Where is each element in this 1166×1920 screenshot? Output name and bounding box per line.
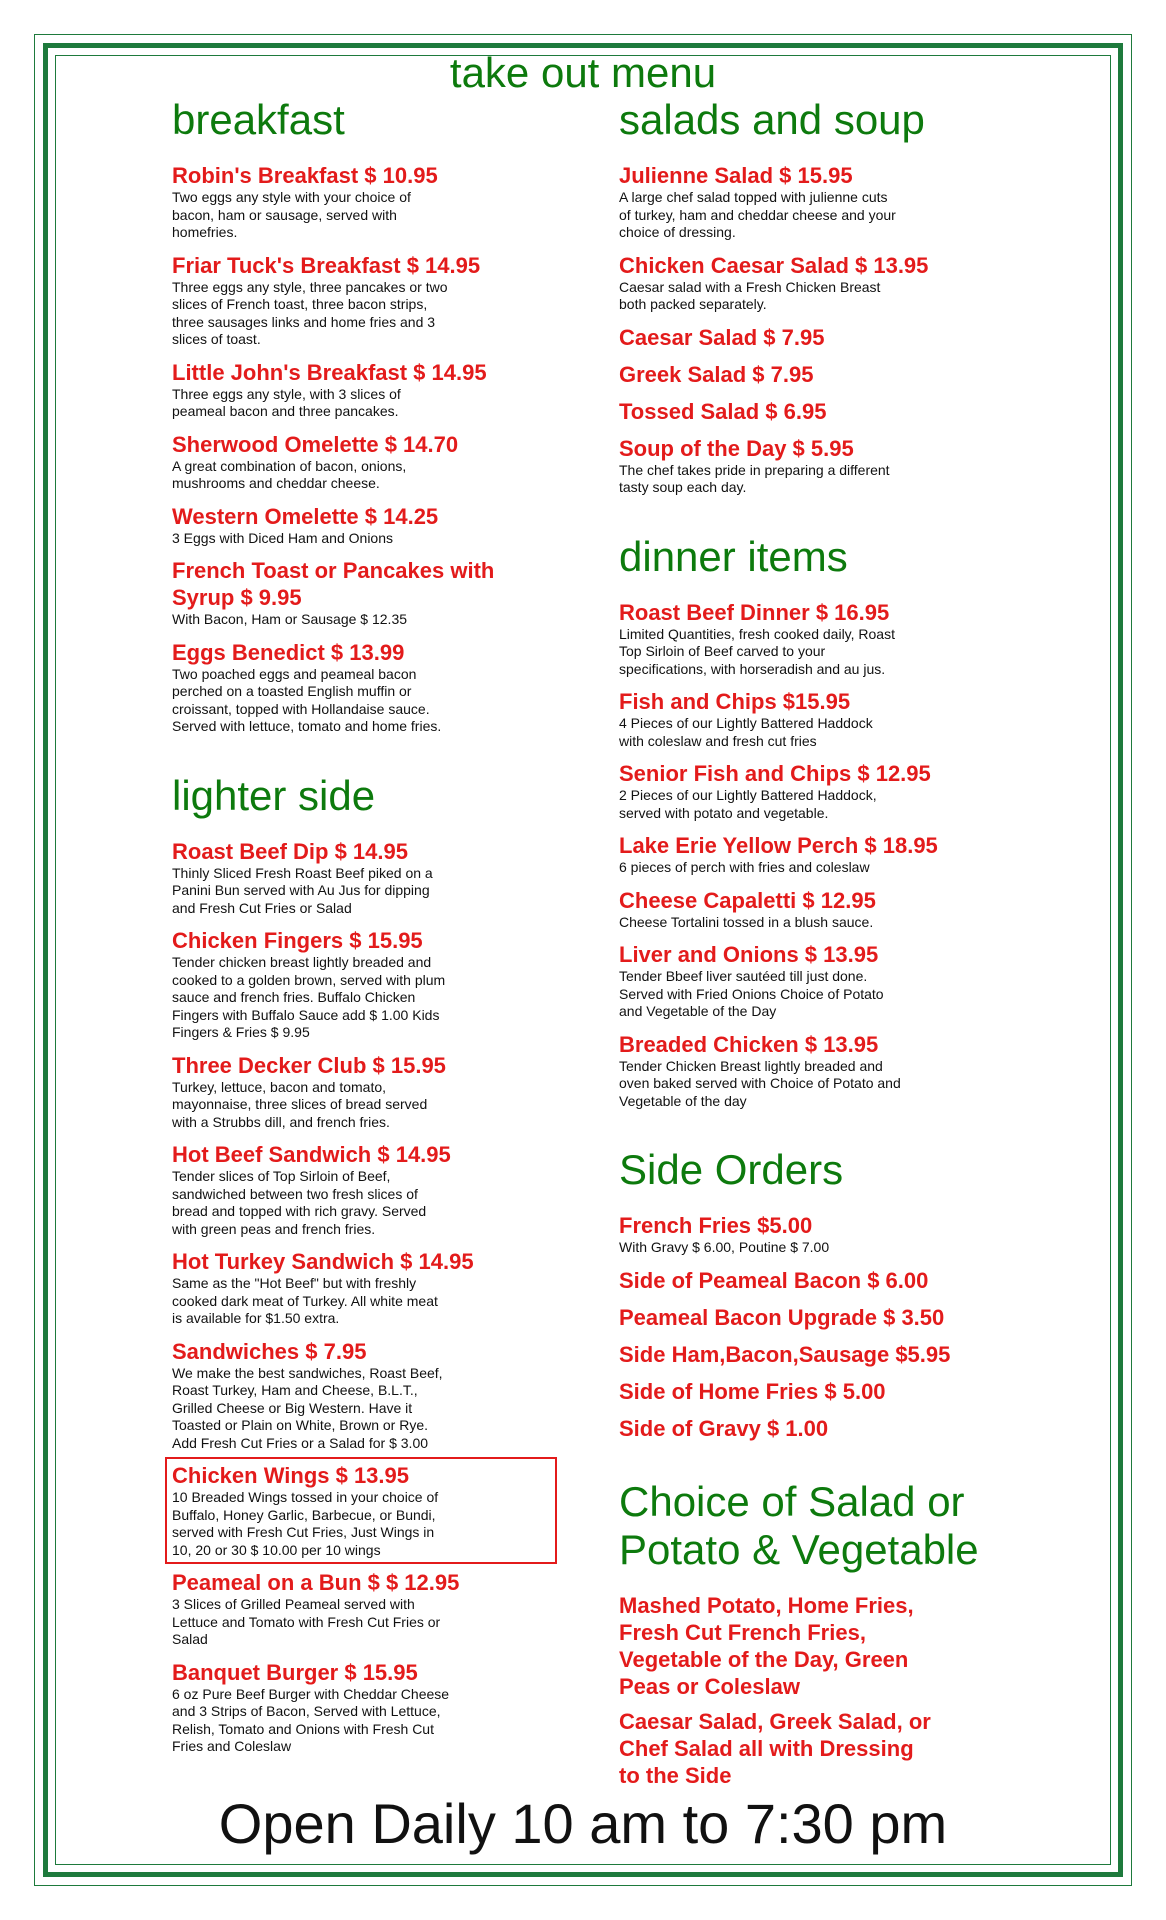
menu-item xyxy=(170,1462,552,1559)
menu-item xyxy=(172,1248,562,1328)
menu-item-name: Chicken Wings $ 13.95 xyxy=(172,1463,410,1488)
menu-item-description: 3 Slices of Grilled Peameal served with Lettuce and Tomato with Fresh Cut Fries or Salad xyxy=(172,1596,441,1647)
menu-item xyxy=(619,832,1019,877)
menu-item-description: Three eggs any style, three pancakes or two slices of French toast, three bacon strips, three sausages links and home fries and 3 slices of toast. xyxy=(172,278,448,347)
menu-item-name: Chicken Fingers $ 15.95 xyxy=(172,928,423,953)
menu-item-name: Cheese Capaletti $ 12.95 xyxy=(619,887,876,913)
menu-item-description: With Bacon, Ham or Sausage $ 12.35 xyxy=(172,611,408,627)
menu-item-name: Side of Peameal Bacon $ 6.00 xyxy=(619,1267,929,1293)
menu-item-description: Two eggs any style with your choice of bacon, ham or sausage, served with homefries. xyxy=(172,189,411,240)
menu-item-name: Roast Beef Dip $ 14.95 xyxy=(172,838,408,864)
menu-item-name: Western Omelette $ 14.25 xyxy=(172,503,439,529)
menu-item-description: 3 Eggs with Diced Ham and Onions xyxy=(172,529,393,546)
menu-item-description: Limited Quantities, fresh cooked daily, Roast Top Sirloin of Beef carved to your specifications, with horseradish and au jus. xyxy=(619,625,895,677)
menu-item-description: Caesar salad with a Fresh Chicken Breast both packed separately. xyxy=(619,278,881,312)
section-title-side-orders: Side Orders xyxy=(619,1146,844,1193)
menu-item xyxy=(619,435,1019,497)
menu-item-description: 4 Pieces of our Lightly Battered Haddock with coleslaw and fresh cut fries xyxy=(619,715,873,749)
menu-item-description: Same as the "Hot Beef" but with freshly cooked dark meat of Turkey. All white meat is available for $1.50 extra. xyxy=(172,1275,438,1326)
menu-item-name: Lake Erie Yellow Perch $ 18.95 xyxy=(619,833,938,858)
menu-item-name: Liver and Onions $ 13.95 xyxy=(619,942,879,967)
menu-item-name: Greek Salad $ 7.95 xyxy=(619,361,814,387)
menu-item-name: Robin's Breakfast $ 10.95 xyxy=(172,163,438,188)
menu-item-description: With Gravy $ 6.00, Poutine $ 7.00 xyxy=(619,1239,830,1255)
menu-item-name: Three Decker Club $ 15.95 xyxy=(172,1052,446,1078)
section-title-choice: Choice of Salad or Potato & Vegetable xyxy=(619,1477,979,1573)
menu-item xyxy=(619,1341,1019,1368)
menu-item xyxy=(172,927,562,1042)
menu-item xyxy=(172,1141,562,1238)
section-title-breakfast: breakfast xyxy=(172,96,345,143)
section-title-salads-soup: salads and soup xyxy=(619,96,925,143)
menu-item xyxy=(619,760,1019,822)
menu-item-name: Hot Turkey Sandwich $ 14.95 xyxy=(172,1249,474,1274)
right-column xyxy=(619,96,1019,1797)
menu-item xyxy=(619,1378,1019,1405)
menu-item-name: Side of Home Fries $ 5.00 xyxy=(619,1378,886,1404)
menu-item xyxy=(172,1569,562,1649)
left-column xyxy=(172,96,562,1766)
menu-item-description: The chef takes pride in preparing a different tasty soup each day. xyxy=(619,461,890,495)
menu-item-description: 6 oz Pure Beef Burger with Cheddar Cheese and 3 Strips of Bacon, Served with Lettuce, Relish, Tomato and Onions with Fresh Cut Fries and Coleslaw xyxy=(172,1685,450,1754)
menu-item xyxy=(172,1338,562,1453)
menu-item-description: Cheese Tortalini tossed in a blush sauce. xyxy=(619,913,874,930)
menu-item xyxy=(619,599,1019,679)
menu-item-description: Tender slices of Top Sirloin of Beef, sandwiched between two fresh slices of bread and topped with rich gravy. Served with green peas and french fries. xyxy=(172,1168,427,1237)
menu-item-name: Roast Beef Dinner $ 16.95 xyxy=(619,599,890,625)
menu-item xyxy=(172,162,562,242)
menu-item-description: Three eggs any style, with 3 slices of peameal bacon and three pancakes. xyxy=(172,385,401,419)
menu-item-description: Tender Chicken Breast lightly breaded and oven baked served with Choice of Potato and Vegetable of the day xyxy=(619,1057,901,1109)
menu-item xyxy=(172,1052,562,1132)
menu-item xyxy=(619,162,1019,242)
side-orders-list xyxy=(619,1212,1019,1442)
menu-item xyxy=(619,398,1019,425)
menu-item-name: Julienne Salad $ 15.95 xyxy=(619,163,853,188)
menu-item-description: Turkey, lettuce, bacon and tomato, mayonnaise, three slices of bread served with a Strubbs dill, and french fries. xyxy=(172,1078,428,1130)
menu-item xyxy=(619,1415,1019,1442)
dinner-list xyxy=(619,599,1019,1111)
menu-item-name: Breaded Chicken $ 13.95 xyxy=(619,1031,879,1057)
choice-potato-options: Mashed Potato, Home Fries, Fresh Cut French Fries, Vegetable of the Day, Green Peas or Coleslaw xyxy=(619,1592,914,1699)
menu-item xyxy=(619,688,1019,750)
menu-item-name: French Fries $5.00 xyxy=(619,1213,813,1238)
menu-item-description: 10 Breaded Wings tossed in your choice of Buffalo, Honey Garlic, Barbecue, or Bundi, served with Fresh Cut Fries, Just Wings in 10, 20 or 30 $ 10.00 per 10 wings xyxy=(172,1489,439,1558)
menu-item-name: Peameal Bacon Upgrade $ 3.50 xyxy=(619,1304,945,1330)
menu-item xyxy=(619,252,1019,314)
menu-item-name: Friar Tuck's Breakfast $ 14.95 xyxy=(172,252,481,278)
menu-item-description: Two poached eggs and peameal bacon perched on a toasted English muffin or croissant, topped with Hollandaise sauce. Served with lettuce, tomato and home fries. xyxy=(172,665,442,734)
menu-item-name: Sandwiches $ 7.95 xyxy=(172,1338,367,1364)
section-title-dinner: dinner items xyxy=(619,532,848,580)
menu-item-name: Fish and Chips $15.95 xyxy=(619,689,851,714)
menu-item xyxy=(619,887,1019,932)
menu-item xyxy=(172,503,562,548)
menu-item xyxy=(619,1304,1019,1331)
section-title-lighter-side: lighter side xyxy=(172,771,376,819)
menu-item xyxy=(619,361,1019,388)
menu-item-name: Peameal on a Bun $ $ 12.95 xyxy=(172,1570,460,1595)
menu-item-name: Side of Gravy $ 1.00 xyxy=(619,1415,829,1441)
menu-item-name: Little John's Breakfast $ 14.95 xyxy=(172,359,487,385)
breakfast-list xyxy=(172,162,562,736)
menu-item xyxy=(619,1267,1019,1294)
menu-item xyxy=(172,431,562,493)
menu-item-name: Eggs Benedict $ 13.99 xyxy=(172,639,405,665)
menu-item-description: We make the best sandwiches, Roast Beef, Roast Turkey, Ham and Cheese, B.L.T., Grilled Cheese or Big Western. Have it Toasted or Plain on White, Brown or Rye. Add Fresh Cut Fries or a Salad for $ 3.00 xyxy=(172,1364,443,1451)
menu-item xyxy=(172,557,562,629)
choice-salad-options: Caesar Salad, Greek Salad, or Chef Salad all with Dressing to the Side xyxy=(619,1708,931,1788)
menu-item xyxy=(172,252,562,349)
menu-item-description: Tender Bbeef liver sautéed till just done. Served with Fried Onions Choice of Potato and Vegetable of the Day xyxy=(619,968,884,1019)
menu-item xyxy=(172,838,562,918)
menu-item xyxy=(172,639,562,736)
menu-item-name: Hot Beef Sandwich $ 14.95 xyxy=(172,1142,451,1167)
opening-hours: Open Daily 10 am to 7:30 pm xyxy=(218,1792,948,1855)
menu-item-name: Side Ham,Bacon,Sausage $5.95 xyxy=(619,1341,951,1367)
menu-item xyxy=(172,359,562,421)
menu-item-name: Senior Fish and Chips $ 12.95 xyxy=(619,761,931,786)
menu-item-name: Chicken Caesar Salad $ 13.95 xyxy=(619,252,929,278)
menu-item xyxy=(619,1212,1019,1257)
menu-item-description: A large chef salad topped with julienne cuts of turkey, ham and cheddar cheese and your choice of dressing. xyxy=(619,189,896,240)
menu-item xyxy=(172,1659,562,1756)
menu-item xyxy=(619,941,1019,1021)
menu-item-description: Thinly Sliced Fresh Roast Beef piked on a Panini Bun served with Au Jus for dipping and Fresh Cut Fries or Salad xyxy=(172,864,433,916)
menu-title: take out menu xyxy=(449,49,717,96)
menu-item xyxy=(619,324,1019,351)
menu-item-description: 2 Pieces of our Lightly Battered Haddock, served with potato and vegetable. xyxy=(619,787,877,821)
salads-soup-list xyxy=(619,162,1019,497)
menu-item-name: Tossed Salad $ 6.95 xyxy=(619,398,827,424)
menu-item-name: Sherwood Omelette $ 14.70 xyxy=(172,431,459,457)
menu-item xyxy=(619,1031,1019,1111)
menu-item-name: French Toast or Pancakes with Syrup $ 9.95 xyxy=(172,558,495,610)
menu-item-name: Caesar Salad $ 7.95 xyxy=(619,324,825,350)
menu-item-description: Tender chicken breast lightly breaded and cooked to a golden brown, served with plum sauce and french fries. Buffalo Chicken Fingers with Buffalo Sauce add $ 1.00 Kids Fingers & Fries $ 9.95 xyxy=(172,954,446,1040)
lighter-side-list xyxy=(172,838,562,1756)
menu-item-description: 6 pieces of perch with fries and coleslaw xyxy=(619,859,870,875)
menu-item-description: A great combination of bacon, onions, mushrooms and cheddar cheese. xyxy=(172,457,407,491)
menu-item-name: Banquet Burger $ 15.95 xyxy=(172,1659,418,1685)
menu-item-name: Soup of the Day $ 5.95 xyxy=(619,435,854,461)
